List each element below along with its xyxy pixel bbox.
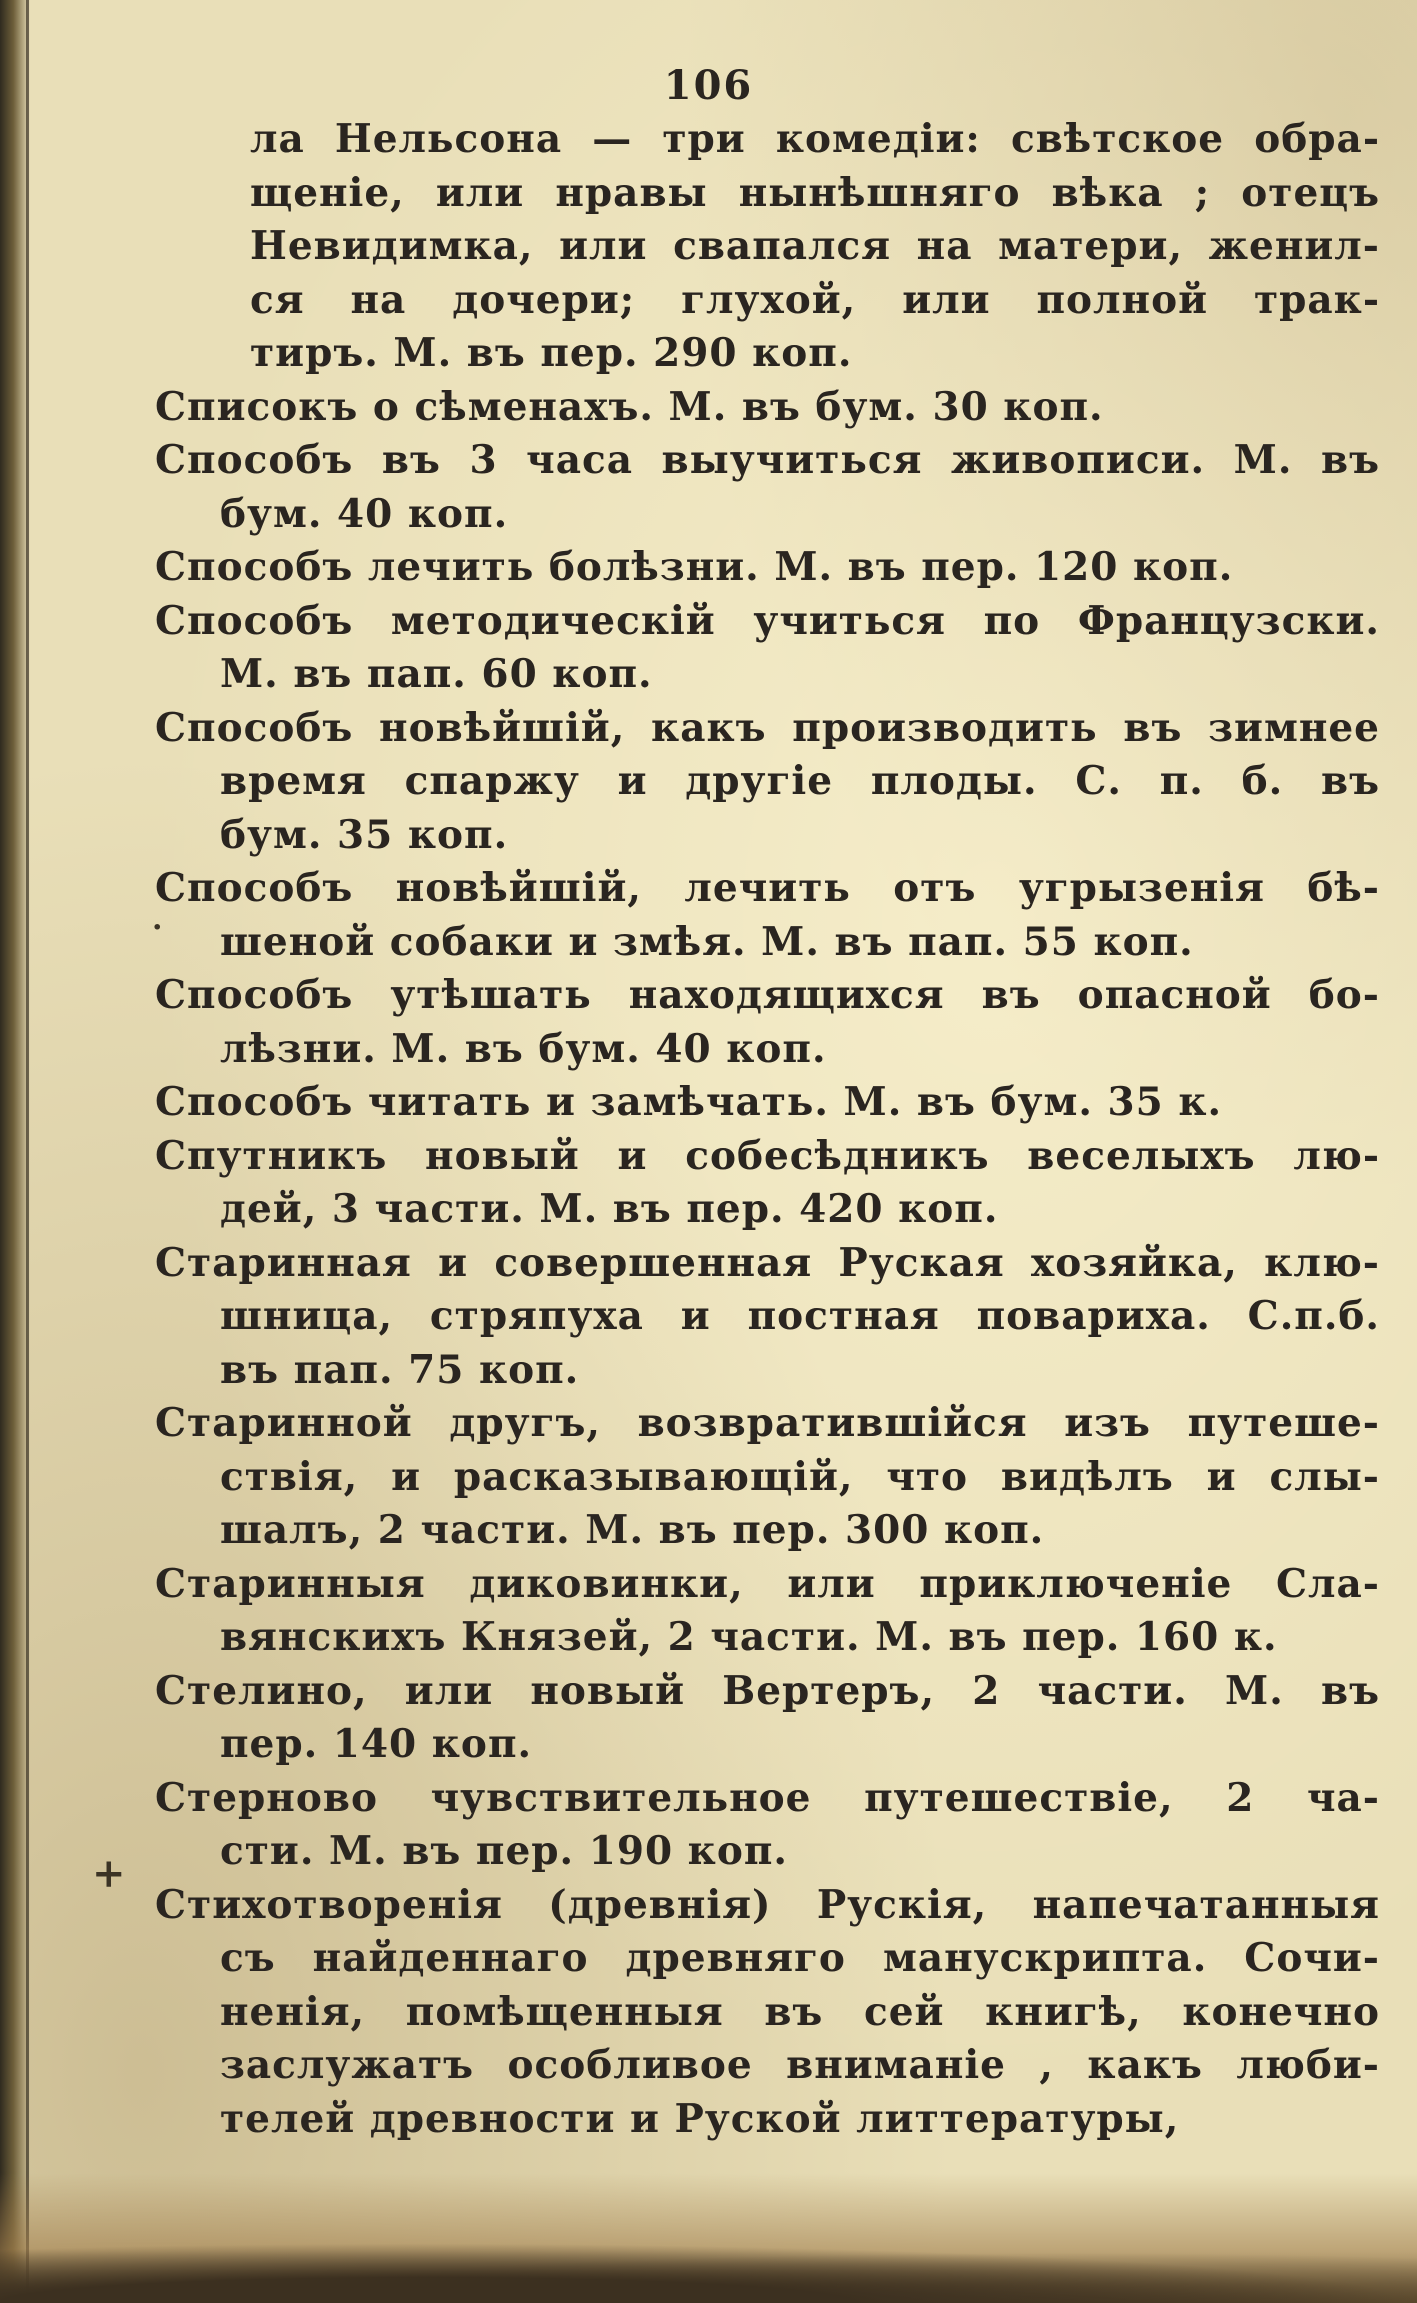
entry-title-line: Старинныя диковинки, или приключеніе Сла- bbox=[155, 1560, 1380, 1607]
entry-continuation-line: шеной собаки и змѣя. М. въ пап. 55 коп. bbox=[220, 918, 1194, 965]
entry-title-line: Старинная и совершенная Руская хозяйка, клю- bbox=[155, 1239, 1380, 1286]
entry-title-line: Стихотворенія (древнія) Рускія, напечатанныя bbox=[155, 1881, 1380, 1928]
catalog-entry bbox=[155, 702, 1380, 863]
text-line: тиръ. М. въ пер. 290 коп. bbox=[250, 330, 853, 376]
continued-entry bbox=[155, 113, 1380, 381]
entry-title-line: Стелино, или новый Вертеръ, 2 части. М. въ bbox=[155, 1667, 1380, 1714]
entry-continuation-line: съ найденнаго древняго манускрипта. Сочи- bbox=[220, 1935, 1380, 1981]
text-line: Невидимка, или свапался на матери, женил- bbox=[250, 223, 1380, 269]
catalog-text bbox=[155, 113, 1380, 2146]
entry-title-line: Способъ читать и замѣчать. М. въ бум. 35 к. bbox=[155, 1079, 1223, 1125]
torn-page-edge bbox=[0, 2243, 1417, 2303]
catalog-entry bbox=[155, 381, 1380, 435]
entry-continuation-line: шница, стряпуха и постная повариха. С.п.б. bbox=[220, 1293, 1380, 1339]
entry-continuation-line: ствія, и расказывающій, что видѣлъ и слы- bbox=[220, 1453, 1380, 1500]
entry-continuation-line: въ пап. 75 коп. bbox=[220, 1346, 580, 1393]
page-number: 106 bbox=[663, 62, 754, 109]
entry-title-line: Списокъ о сѣменахъ. М. въ бум. 30 коп. bbox=[155, 383, 1104, 430]
entry-continuation-line: лѣзни. М. въ бум. 40 коп. bbox=[220, 1025, 827, 1072]
catalog-entry bbox=[155, 595, 1380, 702]
entry-continuation-line: вянскихъ Князей, 2 части. М. въ пер. 160 к. bbox=[220, 1614, 1278, 1660]
catalog-entry bbox=[155, 862, 1380, 969]
entry-continuation-line: телей древности и Руской литтературы, bbox=[220, 2095, 1180, 2142]
margin-mark: + bbox=[92, 1850, 126, 1897]
catalog-entry bbox=[155, 1879, 1380, 2147]
catalog-entry bbox=[155, 1237, 1380, 1398]
page-edge-line bbox=[26, 0, 29, 2303]
entry-title-line: Старинной другъ, возвратившійся изъ путеше- bbox=[155, 1400, 1380, 1446]
catalog-entry bbox=[155, 1076, 1380, 1130]
catalog-entry bbox=[155, 541, 1380, 595]
entry-continuation-line: бум. 40 коп. bbox=[220, 490, 509, 537]
entry-continuation-line: ненія, помѣщенныя въ сей книгѣ, конечно bbox=[220, 1988, 1380, 2035]
catalog-entry bbox=[155, 1665, 1380, 1772]
entry-continuation-line: бум. 35 коп. bbox=[220, 811, 509, 858]
entry-title-line: Способъ утѣшать находящихся въ опасной бо- bbox=[155, 972, 1380, 1018]
entry-title-line: Способъ новѣйшій, какъ производить въ зимнее bbox=[155, 704, 1380, 751]
entry-continuation-line: дей, 3 части. М. въ пер. 420 коп. bbox=[220, 1186, 999, 1232]
entry-title-line: Стерново чувствительное путешествіе, 2 ча- bbox=[155, 1774, 1380, 1821]
entry-continuation-line: заслужатъ особливое вниманіе , какъ люби- bbox=[220, 2042, 1380, 2088]
entry-list bbox=[155, 381, 1380, 2147]
entry-continuation-line: сти. М. въ пер. 190 коп. bbox=[220, 1828, 788, 1874]
entry-title-line: Способъ въ 3 часа выучиться живописи. М. въ bbox=[155, 437, 1380, 483]
text-line: ла Нельсона — три комедіи: свѣтское обра- bbox=[250, 116, 1380, 162]
text-line: щеніе, или нравы нынѣшняго вѣка ; отецъ bbox=[250, 169, 1380, 216]
catalog-entry bbox=[155, 1130, 1380, 1237]
entry-continuation-line: шалъ, 2 части. М. въ пер. 300 коп. bbox=[220, 1507, 1045, 1553]
text-line: ся на дочери; глухой, или полной трак- bbox=[250, 276, 1380, 323]
entry-title-line: Способъ новѣйшій, лечить отъ угрызенія бѣ- bbox=[155, 865, 1380, 911]
entry-title-line: Способъ лечить болѣзни. М. въ пер. 120 коп. bbox=[155, 544, 1234, 590]
catalog-entry bbox=[155, 969, 1380, 1076]
catalog-entry bbox=[155, 1772, 1380, 1879]
margin-dot: · bbox=[152, 910, 163, 945]
entry-continuation-line: пер. 140 коп. bbox=[220, 1721, 533, 1767]
entry-title-line: Спутникъ новый и собесѣдникъ веселыхъ лю- bbox=[155, 1132, 1380, 1179]
catalog-entry bbox=[155, 434, 1380, 541]
catalog-entry bbox=[155, 1558, 1380, 1665]
entry-title-line: Способъ методическій учиться по Французски. bbox=[155, 597, 1380, 644]
entry-continuation-line: время спаржу и другіе плоды. С. п. б. въ bbox=[220, 758, 1380, 804]
entry-continuation-line: М. въ пап. 60 коп. bbox=[220, 651, 653, 697]
catalog-entry bbox=[155, 1397, 1380, 1558]
